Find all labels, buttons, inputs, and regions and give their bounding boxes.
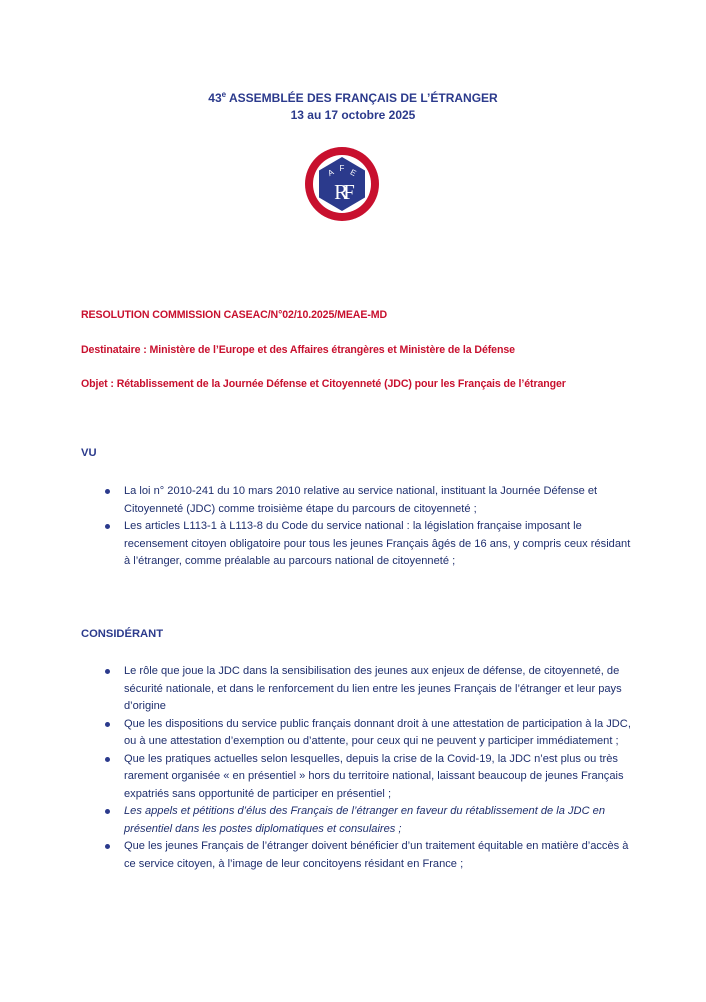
assembly-title: 43e ASSEMBLÉE DES FRANÇAIS DE L’ÉTRANGER bbox=[208, 90, 498, 105]
list-item: Les appels et pétitions d’élus des Français de l’étranger en faveur du rétablissement de la JDC en présentiel dans les postes diplomatiques et consulaires ; bbox=[105, 803, 635, 838]
destinataire-line: Destinataire : Ministère de l’Europe et des Affaires étrangères et Ministère de la Défense bbox=[81, 344, 515, 356]
logo-letter-f: F bbox=[339, 164, 345, 173]
list-item: Le rôle que joue la JDC dans la sensibilisation des jeunes aux enjeux de défense, de citoyenneté, de sécurité nationale, et dans le renforcement du lien entre les jeunes Français de l’étranger et leur pays d’origine bbox=[105, 663, 635, 716]
logo-letter-e: E bbox=[348, 167, 358, 179]
document-header bbox=[0, 86, 706, 124]
list-item: Que les pratiques actuelles selon lesquelles, depuis la crise de la Covid-19, la JDC n’est plus ou très rarement organisée « en présentiel » hors du territoire national, laissant beaucoup de jeunes Français expatriés sans opportunité de participer en présentiel ; bbox=[105, 751, 635, 804]
logo-letter-a: A bbox=[326, 167, 336, 179]
logo-monogram: RF bbox=[334, 180, 350, 204]
section-vu-title: VU bbox=[81, 447, 97, 459]
resolution-reference: RESOLUTION COMMISSION CASEAC/N°02/10.2025/MEAE-MD bbox=[81, 309, 388, 321]
considerant-list bbox=[105, 663, 635, 873]
list-item: Que les dispositions du service public français donnant droit à une attestation de participation à la JDC, ou à une attestation d’exemption ou d’attente, pour ceux qui ne peuvent y participer immédiatement ; bbox=[105, 716, 635, 751]
section-considerant-title: CONSIDÉRANT bbox=[81, 628, 164, 640]
list-item: Que les jeunes Français de l’étranger doivent bénéficier d’un traitement équitable en matière d’accès à ce service citoyen, à l’image de leur concitoyens résidant en France ; bbox=[105, 838, 635, 873]
list-item: La loi n° 2010-241 du 10 mars 2010 relative au service national, instituant la Journée Défense et Citoyenneté (JDC) comme troisième étape du parcours de citoyenneté ; bbox=[105, 483, 635, 518]
list-item: Les articles L113-1 à L113-8 du Code du service national : la législation française imposant le recensement citoyen obligatoire pour tous les jeunes Français âgés de 16 ans, y compris ceux résidant à l’étranger, comme préalable au parcours national de citoyenneté ; bbox=[105, 518, 635, 571]
assembly-dates: 13 au 17 octobre 2025 bbox=[290, 108, 416, 122]
objet-line: Objet : Rétablissement de la Journée Défense et Citoyenneté (JDC) pour les Français de l’étranger bbox=[81, 378, 566, 390]
afe-logo bbox=[304, 146, 380, 222]
vu-list bbox=[105, 483, 635, 571]
